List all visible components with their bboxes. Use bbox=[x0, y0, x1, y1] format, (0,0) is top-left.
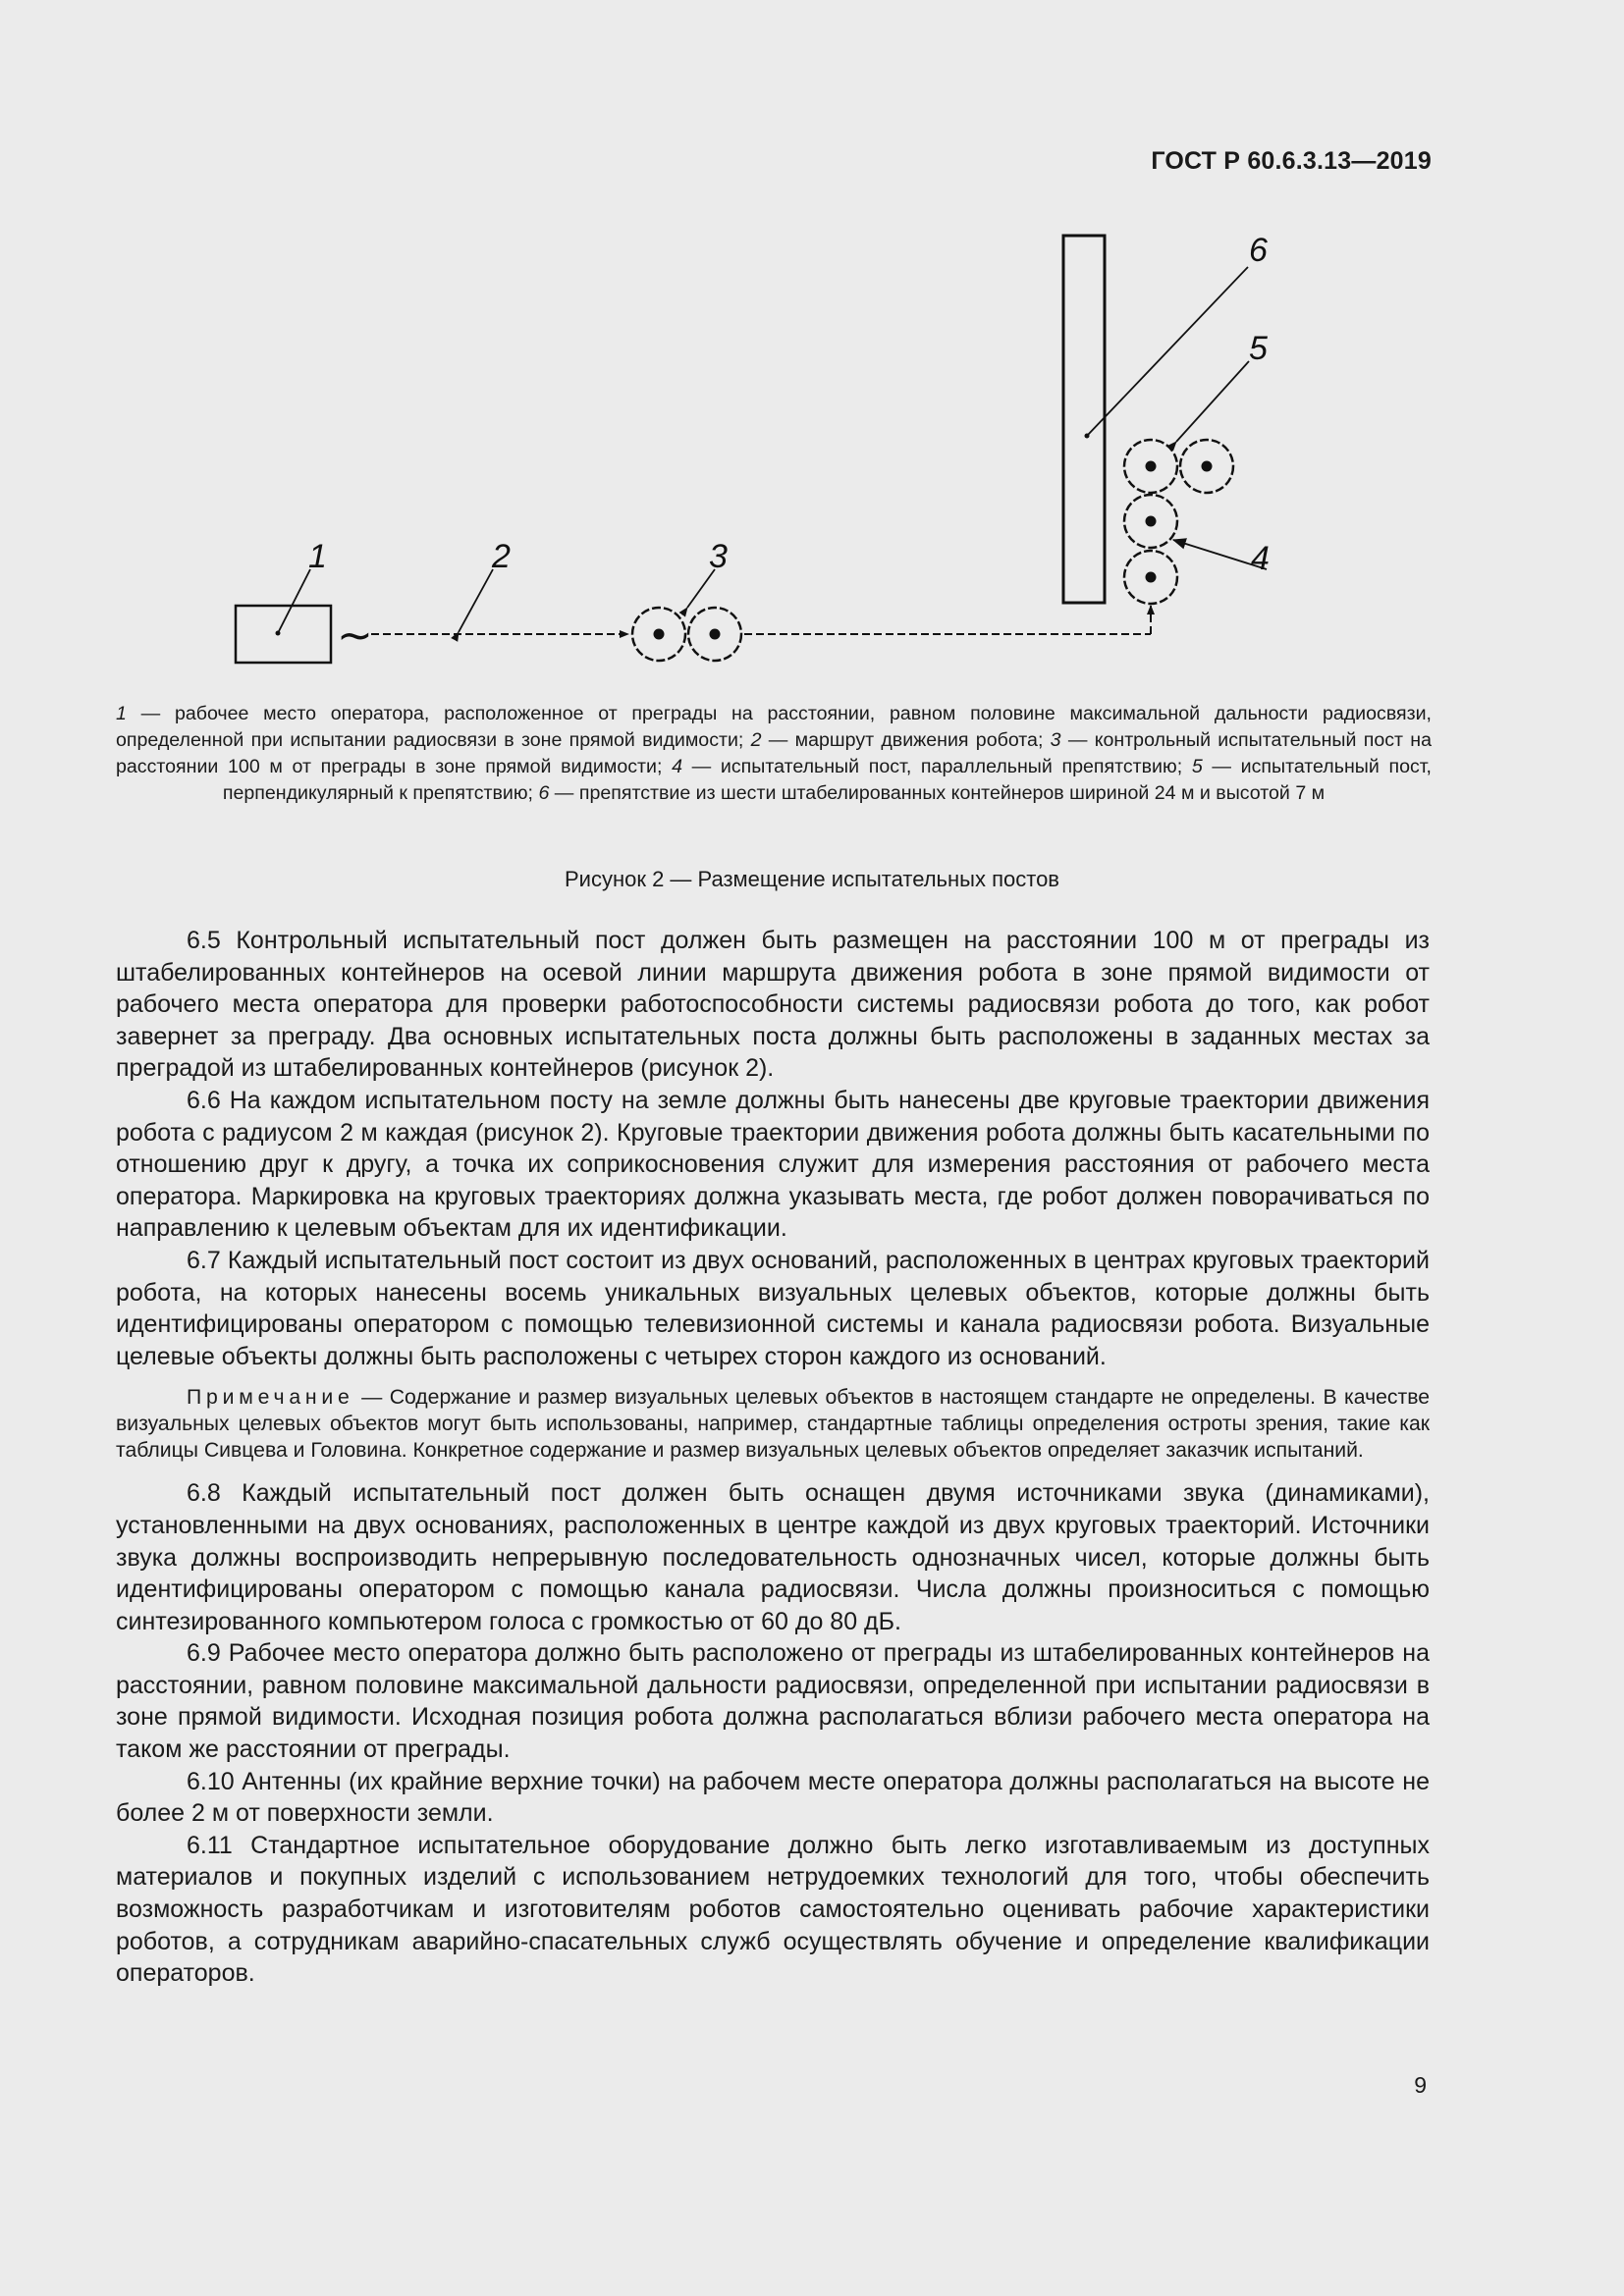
post5-center-left bbox=[1146, 461, 1157, 472]
main-text bbox=[116, 925, 1430, 1990]
paragraph-6-11: 6.11 Стандартное испытательное оборудование должно быть легко изготавливаемым из доступных материалов и покупных изделий с использованием нетрудоемких технологий для того, чтобы обеспечить возможность разработчикам и изготовителям роботов самостоятельно оценивать рабочие характеристики роботов, а сотрудникам аварийно-спасательных служб осуществлять обучение и определение квалификации операторов. bbox=[116, 1831, 1430, 1988]
placement-diagram bbox=[0, 0, 1624, 687]
paragraph-6-10: 6.10 Антенны (их крайние верхние точки) на рабочем месте оператора должны располагаться на высоте не более 2 м от поверхности земли. bbox=[116, 1767, 1430, 1828]
leader-line-2 bbox=[459, 569, 493, 632]
figure-2-diagram bbox=[0, 0, 1624, 687]
post3-center-right bbox=[710, 629, 721, 640]
leader-line-5 bbox=[1176, 361, 1249, 442]
leader-line-6 bbox=[1087, 267, 1248, 436]
post5-center-right bbox=[1202, 461, 1213, 472]
note-paragraph bbox=[116, 1384, 1430, 1464]
legend-num-2: 2 bbox=[750, 729, 762, 751]
leader-line-1 bbox=[278, 569, 310, 633]
legend-text-1: — рабочее место оператора, расположенное от преграды на расстоянии, равном половине максимальной дальности радиосвязи, определенной при испытании радиосвязи в зоне прямой видимости; bbox=[116, 703, 1432, 751]
note-label: Примечание bbox=[187, 1386, 354, 1410]
legend-text-5: — испытательный пост, перпендикулярный к препятствию; bbox=[222, 756, 1433, 804]
legend-num-4: 4 bbox=[672, 756, 682, 777]
legend-text-3: — контрольный испытательный пост на расстоянии 100 м от преграды в зоне прямой видимости; bbox=[116, 729, 1432, 777]
post4-center-top bbox=[1146, 516, 1157, 527]
label-3: 3 bbox=[709, 538, 728, 575]
document-header: ГОСТ Р 60.6.3.13—2019 bbox=[1151, 147, 1432, 175]
legend-num-1: 1 bbox=[116, 703, 127, 724]
legend-num-3: 3 bbox=[1050, 729, 1061, 751]
operator-workplace-box bbox=[236, 606, 331, 663]
label-4: 4 bbox=[1251, 540, 1270, 577]
label-5: 5 bbox=[1249, 330, 1268, 367]
label-1: 1 bbox=[308, 538, 327, 575]
paragraph-6-9: 6.9 Рабочее место оператора должно быть расположено от преграды из штабелированных контейнеров на расстоянии, равном половине максимальной дальности радиосвязи, определенной при испытании радиосвязи в зоне прямой видимости. Исходная позиция робота должна располагаться вблизи рабочего места оператора на таком же расстоянии от преграды. bbox=[116, 1639, 1430, 1764]
paragraph-6-8: 6.8 Каждый испытательный пост должен быть оснащен двумя источниками звука (динамиками), установленными на двух основаниях, расположенных в центре каждой из двух круговых траекторий. Источники звука должны воспроизводить непрерывную последовательность однозначных чисел, которые должны быть идентифицированы оператором с помощью канала радиосвязи. Числа должны произноситься с помощью синтезированного компьютером голоса с громкостью от 60 до 80 дБ. bbox=[116, 1479, 1430, 1635]
page-number: 9 bbox=[1414, 2072, 1427, 2098]
figure-legend bbox=[116, 701, 1432, 807]
radio-tilde: ~ bbox=[337, 611, 373, 661]
figure-caption: Рисунок 2 — Размещение испытательных постов bbox=[564, 867, 1059, 891]
legend-text-2: — маршрут движения робота; bbox=[761, 729, 1051, 751]
post4-center-bottom bbox=[1146, 572, 1157, 583]
legend-text-6: — препятствие из шести штабелированных контейнеров шириной 24 м и высотой 7 м bbox=[549, 782, 1326, 804]
label-6: 6 bbox=[1249, 232, 1268, 269]
legend-text-4: — испытательный пост, параллельный препятствию; bbox=[681, 756, 1192, 777]
paragraph-6-5: 6.5 Контрольный испытательный пост должен быть размещен на расстоянии 100 м от преграды из штабелированных контейнеров на осевой линии маршрута движения робота в зоне прямой видимости от рабочего места оператора для проверки работоспособности системы радиосвязи робота до того, как робот завернет за преграду. Два основных испытательных поста должны быть расположены в заданных местах за преградой из штабелированных контейнеров (рисунок 2). bbox=[116, 927, 1430, 1083]
post3-center-left bbox=[654, 629, 665, 640]
legend-num-6: 6 bbox=[538, 782, 550, 804]
obstacle-containers bbox=[1063, 236, 1105, 603]
note-text: — Содержание и размер визуальных целевых объектов в настоящем стандарте не определены. В качестве визуальных целевых объектов могут быть использованы, например, стандартные таблицы определения остроты зрения, такие как таблицы Сивцева и Головина. Конкретное содержание и размер визуальных целевых объектов определяет заказчик испытаний. bbox=[116, 1386, 1430, 1463]
paragraph-6-6: 6.6 На каждом испытательном посту на земле должны быть нанесены две круговые траектории движения робота с радиусом 2 м каждая (рисунок 2). Круговые траектории движения робота должны быть касательными по отношению друг к другу, а точка их соприкосновения служит для измерения расстояния от рабочего места оператора. Маркировка на круговых траекториях должна указывать места, где робот должен поворачиваться по направлению к целевым объектам для их идентификации. bbox=[116, 1086, 1430, 1243]
label-2: 2 bbox=[492, 538, 511, 575]
legend-num-5: 5 bbox=[1191, 756, 1203, 777]
paragraph-6-7: 6.7 Каждый испытательный пост состоит из двух оснований, расположенных в центрах круговых траекторий робота, на которых нанесены восемь уникальных визуальных целевых объектов, которые должны быть идентифицированы оператором с помощью телевизионной системы и канала радиосвязи робота. Визуальные целевые объекты должны быть расположены с четырех сторон каждого из оснований. bbox=[116, 1246, 1430, 1370]
